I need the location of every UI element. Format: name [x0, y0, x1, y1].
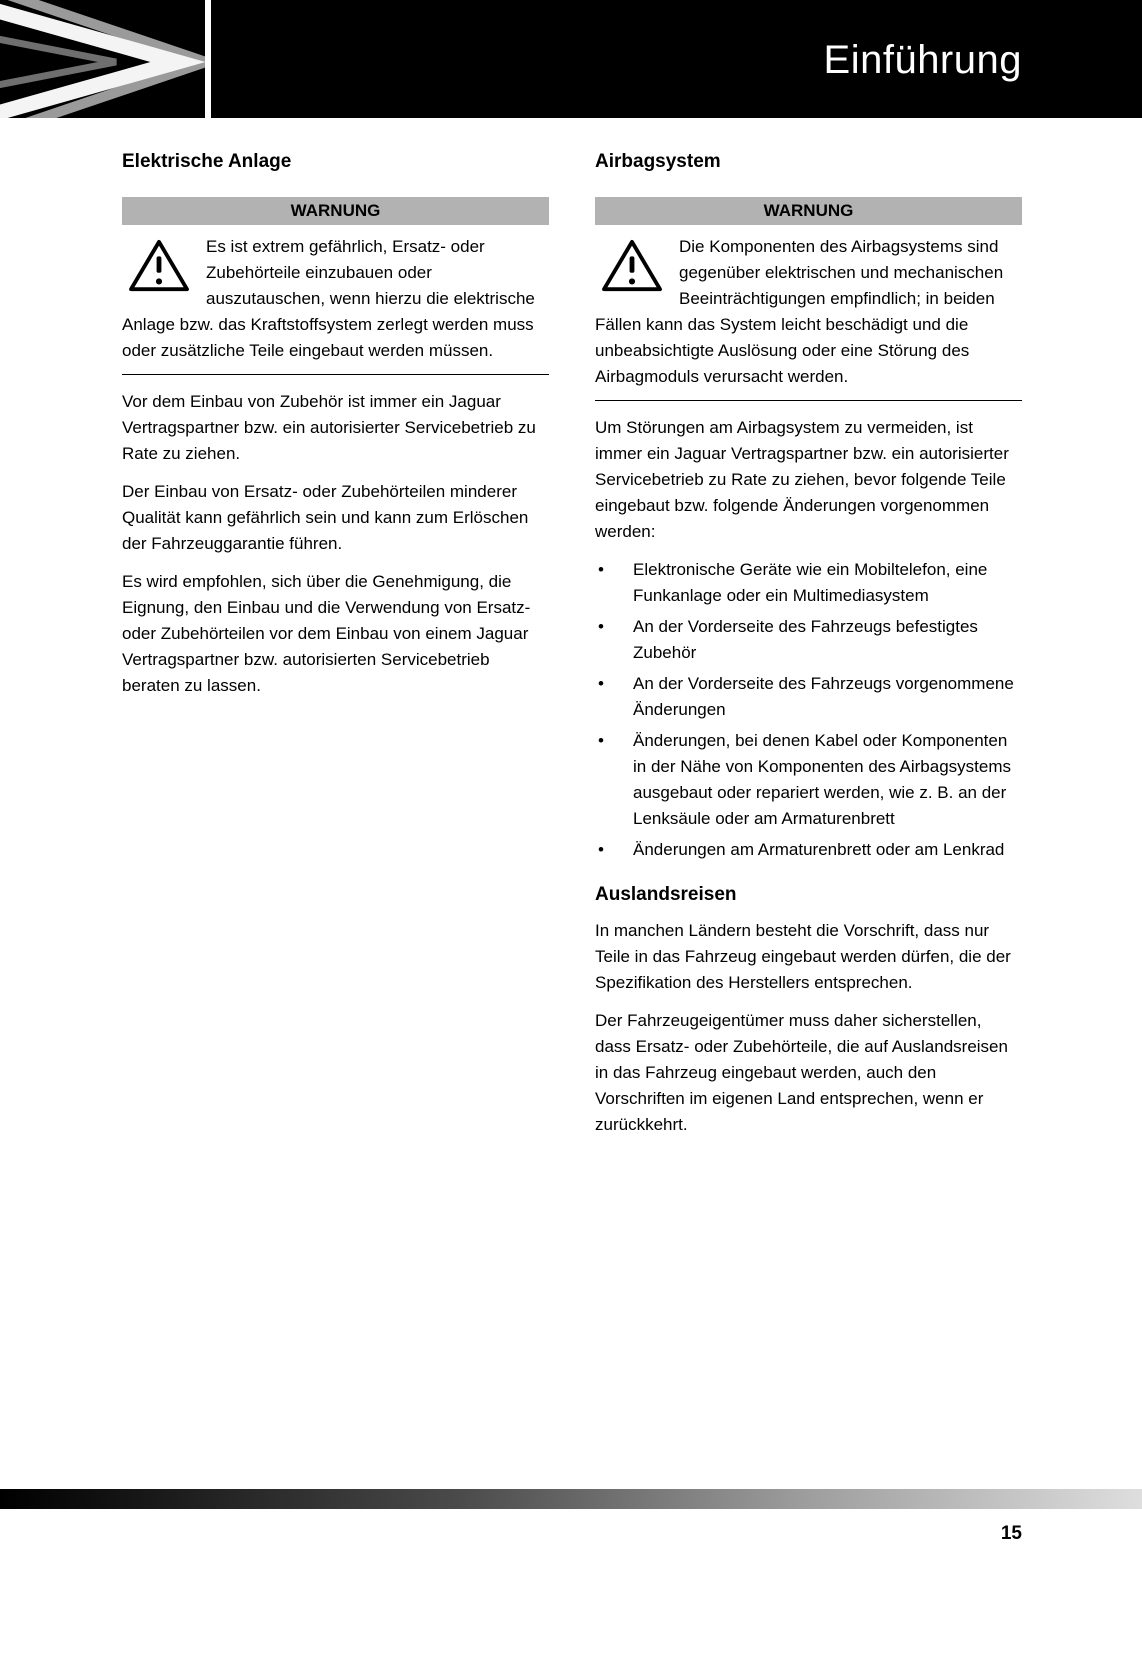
warning-triangle-icon [601, 238, 663, 294]
warning-body [122, 225, 549, 375]
left-column [122, 150, 549, 1150]
paragraph: Der Fahrzeugeigentümer muss daher sicherstellen, dass Ersatz- oder Zubehörteile, die auf Auslandsreisen in das Fahrzeug eingebaut werden, auch den Vorschriften im eigenen Land entsprechen, wenn er zurückkehrt. [595, 1011, 1008, 1134]
list-item: • Elektronische Geräte wie ein Mobiltelefon, eine Funkanlage oder ein Multimediasystem [595, 557, 1022, 609]
chevron-icon [0, 0, 205, 118]
paragraph: Vor dem Einbau von Zubehör ist immer ein Jaguar Vertragspartner bzw. ein autorisierter Servicebetrieb zu Rate zu ziehen. [122, 392, 536, 463]
section-heading-airbagsystem: Airbagsystem [595, 151, 721, 172]
page-content [122, 150, 1022, 1150]
warning-title-bar: WARNUNG [122, 197, 549, 225]
paragraph: Um Störungen am Airbagsystem zu vermeiden, ist immer ein Jaguar Vertragspartner bzw. ein autorisierter Servicebetrieb zu Rate zu ziehen, bevor folgende Teile eingebaut bzw. folgende Änderungen vorgenommen werden: [595, 418, 1009, 541]
warning-box-elektrische-anlage [122, 197, 549, 375]
section-heading-elektrische-anlage: Elektrische Anlage [122, 151, 292, 172]
right-column [595, 150, 1022, 1150]
airbag-precautions-list [595, 557, 1022, 863]
header-divider [205, 0, 211, 118]
warning-text: Es ist extrem gefährlich, Ersatz- oder Zubehörteile einzubauen oder auszutauschen, wenn hierzu die elektrische Anlage bzw. das Kraftstoffsystem zerlegt werden muss oder zusätzliche Teile eingebaut werden müssen. [122, 237, 535, 360]
warning-body [595, 225, 1022, 401]
warning-title-bar: WARNUNG [595, 197, 1022, 225]
warning-box-airbagsystem [595, 197, 1022, 401]
paragraph: In manchen Ländern besteht die Vorschrift, dass nur Teile in das Fahrzeug eingebaut werden dürfen, die der Spezifikation des Herstellers entsprechen. [595, 921, 1011, 992]
page-number: 15 [1000, 1523, 1022, 1544]
page-header [0, 0, 1142, 118]
warning-triangle-icon [128, 238, 190, 294]
page-title: Einführung [823, 38, 1022, 82]
list-item: • Änderungen, bei denen Kabel oder Komponenten in der Nähe von Komponenten des Airbagsystems ausgebaut oder repariert werden, wie z. B. an der Lenksäule oder am Armaturenbrett [595, 728, 1022, 832]
jaguar-chevron-graphic [0, 0, 205, 118]
paragraph: Es wird empfohlen, sich über die Genehmigung, die Eignung, den Einbau und die Verwendung von Ersatz- oder Zubehörteilen vor dem Einbau von einem Jaguar Vertragspartner bzw. autorisierten Servicebetrieb beraten zu lassen. [122, 572, 531, 695]
warning-text: Die Komponenten des Airbagsystems sind gegenüber elektrischen und mechanischen Beeinträchtigungen empfindlich; in beiden Fällen kann das System leicht beschädigt und die unbeabsichtigte Auslösung oder eine Störung des Airbagmoduls verursacht werden. [595, 237, 1004, 386]
list-item: • Änderungen am Armaturenbrett oder am Lenkrad [595, 837, 1022, 863]
paragraph: Der Einbau von Ersatz- oder Zubehörteilen minderer Qualität kann gefährlich sein und kann zum Erlöschen der Fahrzeuggarantie führen. [122, 482, 529, 553]
section-heading-auslandsreisen: Auslandsreisen [595, 884, 737, 905]
list-item: • An der Vorderseite des Fahrzeugs befestigtes Zubehör [595, 614, 1022, 666]
footer-gradient-bar [0, 1489, 1142, 1509]
list-item: • An der Vorderseite des Fahrzeugs vorgenommene Änderungen [595, 671, 1022, 723]
